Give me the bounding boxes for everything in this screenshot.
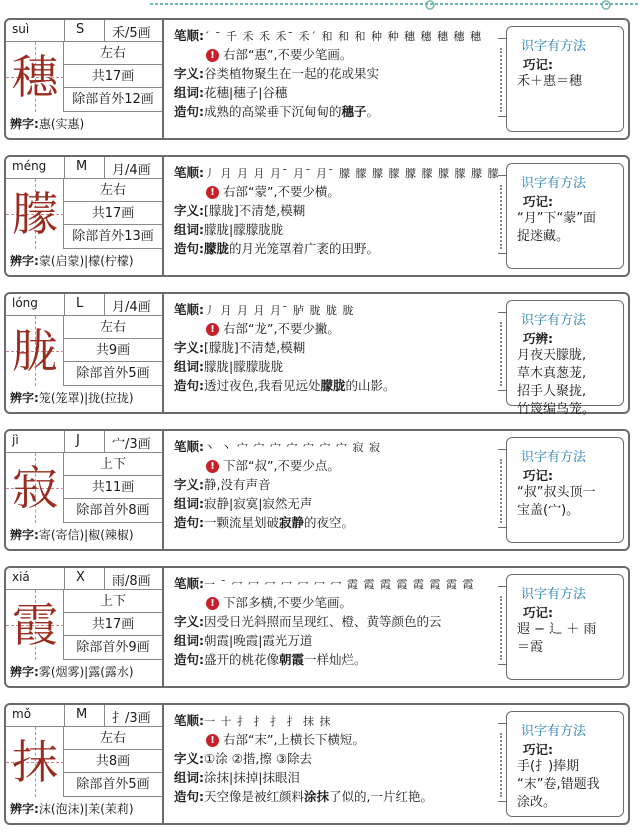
distinguish-text: 雾(烟雾)|露(露水) bbox=[38, 665, 134, 679]
character-details bbox=[166, 568, 498, 686]
memory-tip-panel bbox=[506, 26, 624, 132]
index-letter: M bbox=[76, 159, 88, 174]
character-info-panel bbox=[6, 431, 164, 549]
stroke-count: 共17画 bbox=[64, 202, 162, 225]
distinguish-label: 辨字: bbox=[10, 117, 39, 131]
character-info-panel bbox=[6, 20, 164, 138]
character-grid bbox=[6, 42, 64, 112]
warning-icon: ! bbox=[206, 49, 219, 62]
tip-title: 识字有方法 bbox=[521, 313, 587, 328]
sentence-keyword: 朦胧 bbox=[204, 241, 230, 256]
distinguish-label: 辨字: bbox=[10, 528, 39, 542]
sentence-end: 的月光笼罩着广袤的田野。 bbox=[229, 241, 380, 256]
stroke-count: 共17画 bbox=[64, 613, 162, 636]
words-text: 朦胧|朦朦胧胧 bbox=[204, 222, 284, 237]
sentence-end: 。 bbox=[366, 104, 380, 119]
tip-body bbox=[517, 758, 621, 812]
sentence-end: 一样灿烂。 bbox=[304, 652, 367, 667]
word-examples bbox=[174, 631, 312, 649]
strokes-excluding-radical: 除部首外5画 bbox=[64, 362, 162, 386]
radical-info: 扌/3画 bbox=[112, 711, 151, 726]
sentence-end: 了似的,一片红艳。 bbox=[329, 789, 434, 804]
strokes-excluding-radical: 除部首外13画 bbox=[64, 225, 162, 249]
tip-type: 巧记: bbox=[523, 57, 553, 72]
tip-line: 月夜天朦胧, bbox=[517, 348, 587, 363]
distinguish-label: 辨字: bbox=[10, 391, 39, 405]
index-letter: J bbox=[76, 433, 80, 448]
stroke-order bbox=[174, 437, 381, 455]
main-character: 胧 bbox=[12, 324, 58, 378]
memory-tip-panel bbox=[506, 711, 624, 817]
radical-info: 月/4画 bbox=[112, 300, 151, 315]
meaning bbox=[174, 201, 305, 219]
stroke-order-sequence: 丶 丶 宀 宀 宀 宀 宀 宀 宀 寂 寂 bbox=[204, 441, 381, 454]
stroke-order-sequence: 丿 月 月 月 月ˉ 月ˉ 月ˉ 朦 朦 朦 朦 朦 朦 朦 朦 朦 朦 bbox=[204, 167, 500, 180]
example-sentence bbox=[174, 513, 354, 531]
tip-line: 竹篾编鸟笼。 bbox=[517, 402, 596, 417]
tip-line: “月”下“蒙”面 bbox=[517, 211, 596, 226]
words-label: 组词: bbox=[174, 222, 204, 237]
meaning-text: ①涂 ②揩,擦 ③除去 bbox=[204, 751, 313, 766]
meaning-label: 字义: bbox=[174, 340, 204, 355]
tip-type: 巧记: bbox=[523, 742, 553, 757]
meaning bbox=[174, 749, 312, 767]
index-letter: S bbox=[76, 22, 85, 37]
sentence-label: 造句: bbox=[174, 515, 204, 530]
words-label: 组词: bbox=[174, 496, 204, 511]
radical-info: 禾/5画 bbox=[112, 26, 151, 41]
character-grid bbox=[6, 453, 64, 523]
distinguish-text: 寄(寄信)|椒(辣椒) bbox=[38, 528, 134, 542]
memory-tip-panel bbox=[506, 163, 624, 269]
warning-text: 右部“惠”,不要少笔画。 bbox=[223, 47, 353, 62]
stroke-order-label: 笔顺: bbox=[174, 302, 204, 317]
character-card bbox=[4, 292, 630, 417]
distinguish-characters bbox=[10, 800, 134, 817]
stroke-order-label: 笔顺: bbox=[174, 713, 204, 728]
example-sentence bbox=[174, 650, 367, 668]
warning-icon: ! bbox=[206, 734, 219, 747]
character-info-panel bbox=[6, 294, 164, 412]
character-details bbox=[166, 157, 498, 275]
structure: 左右 bbox=[64, 316, 162, 339]
stroke-order bbox=[174, 163, 499, 181]
distinguish-characters bbox=[10, 252, 134, 269]
stroke-order bbox=[174, 26, 482, 44]
stroke-count: 共8画 bbox=[64, 750, 162, 773]
tip-body bbox=[517, 73, 621, 91]
tip-line: 遐 − 辶 ＋ 雨 bbox=[517, 622, 597, 637]
words-label: 组词: bbox=[174, 85, 204, 100]
structure: 左右 bbox=[64, 727, 162, 750]
distinguish-text: 笼(笼罩)|拢(拉拢) bbox=[38, 391, 134, 405]
index-letter: L bbox=[76, 296, 84, 311]
sentence-label: 造句: bbox=[174, 378, 204, 393]
meaning-text: 因受日光斜照而呈现红、橙、黄等颜色的云 bbox=[204, 614, 442, 629]
distinguish-characters bbox=[10, 663, 134, 680]
distinguish-text: 惠(实惠) bbox=[38, 117, 85, 131]
radical-info: 宀/3画 bbox=[112, 437, 151, 452]
example-sentence bbox=[174, 787, 433, 805]
warning-text: 右部“末”,上横长下横短。 bbox=[223, 732, 365, 747]
sentence-label: 造句: bbox=[174, 789, 204, 804]
sentence-keyword: 朝霞 bbox=[279, 652, 305, 667]
tip-body bbox=[517, 210, 621, 246]
top-decoration bbox=[0, 0, 640, 14]
memory-tip-panel bbox=[506, 437, 624, 543]
stroke-count: 共11画 bbox=[64, 476, 162, 499]
tip-line: “叔”叔头顶一 bbox=[517, 485, 596, 500]
stroke-order-label: 笔顺: bbox=[174, 439, 204, 454]
stroke-order-sequence: 一 十 扌 扌 扌 扌 抹 抹 bbox=[204, 715, 332, 728]
sentence-start: 盛开的桃花像 bbox=[204, 652, 280, 667]
words-text: 涂抹|抹掉|抹眼泪 bbox=[204, 770, 300, 785]
distinguish-label: 辨字: bbox=[10, 254, 39, 268]
words-text: 朦胧|朦朦胧胧 bbox=[204, 359, 284, 374]
sentence-label: 造句: bbox=[174, 104, 204, 119]
tip-title: 识字有方法 bbox=[521, 587, 587, 602]
tip-body bbox=[517, 621, 621, 657]
meaning-text: [朦胧]不清楚,模糊 bbox=[204, 203, 306, 218]
tip-line: ＝霞 bbox=[517, 640, 544, 655]
character-grid bbox=[6, 727, 64, 797]
example-sentence bbox=[174, 102, 379, 120]
stroke-order-label: 笔顺: bbox=[174, 576, 204, 591]
tip-title: 识字有方法 bbox=[521, 450, 587, 465]
memory-tip-panel bbox=[506, 300, 624, 417]
sentence-end: 的山影。 bbox=[345, 378, 396, 393]
sentence-keyword: 穗子 bbox=[341, 104, 367, 119]
sentence-keyword: 涂抹 bbox=[304, 789, 330, 804]
character-card bbox=[4, 566, 630, 688]
words-text: 寂静|寂寞|寂然无声 bbox=[204, 496, 313, 511]
main-character: 穗 bbox=[12, 50, 58, 104]
tip-body bbox=[517, 347, 621, 419]
writing-warning bbox=[206, 730, 365, 748]
memory-tip-panel bbox=[506, 574, 624, 680]
stroke-count: 共9画 bbox=[64, 339, 162, 362]
structure: 左右 bbox=[64, 42, 162, 65]
character-info-panel bbox=[6, 568, 164, 686]
example-sentence bbox=[174, 376, 396, 394]
character-card bbox=[4, 18, 630, 140]
character-card bbox=[4, 703, 630, 825]
tip-title: 识字有方法 bbox=[521, 724, 587, 739]
pinyin: méng bbox=[12, 159, 47, 173]
character-card bbox=[4, 155, 630, 277]
character-grid bbox=[6, 590, 64, 660]
tip-type: 巧辨: bbox=[523, 331, 553, 346]
meaning-label: 字义: bbox=[174, 477, 204, 492]
index-letter: X bbox=[76, 570, 85, 585]
meaning-text: 静,没有声音 bbox=[204, 477, 271, 492]
warning-icon: ! bbox=[206, 323, 219, 336]
sentence-label: 造句: bbox=[174, 241, 204, 256]
distinguish-characters bbox=[10, 389, 134, 406]
writing-warning bbox=[206, 456, 340, 474]
distinguish-text: 蒙(启蒙)|檬(柠檬) bbox=[38, 254, 134, 268]
distinguish-characters bbox=[10, 526, 134, 543]
radical-info: 雨/8画 bbox=[112, 574, 151, 589]
structure: 上下 bbox=[64, 590, 162, 613]
sentence-start: 天空像是被红颜料 bbox=[204, 789, 305, 804]
main-character: 抹 bbox=[12, 735, 58, 789]
strokes-excluding-radical: 除部首外5画 bbox=[64, 773, 162, 797]
word-examples bbox=[174, 494, 312, 512]
stroke-order-label: 笔顺: bbox=[174, 28, 204, 43]
pinyin: lóng bbox=[12, 296, 38, 310]
words-label: 组词: bbox=[174, 633, 204, 648]
character-details bbox=[166, 431, 498, 549]
meaning-text: [朦胧]不清楚,模糊 bbox=[204, 340, 306, 355]
character-card bbox=[4, 429, 630, 551]
strokes-excluding-radical: 除部首外8画 bbox=[64, 499, 162, 523]
stroke-order-label: 笔顺: bbox=[174, 165, 204, 180]
warning-text: 右部“龙”,不要少撇。 bbox=[223, 321, 340, 336]
tip-line: 涂改。 bbox=[517, 795, 557, 810]
radical-info: 月/4画 bbox=[112, 163, 151, 178]
tip-type: 巧记: bbox=[523, 605, 553, 620]
tip-line: 草木真葱茏, bbox=[517, 366, 587, 381]
distinguish-characters bbox=[10, 115, 84, 132]
character-info-panel bbox=[6, 705, 164, 823]
stroke-order-sequence: 丿 月 月 月 月ˉ 胪 胧 胧 胧 bbox=[204, 304, 355, 317]
meaning-label: 字义: bbox=[174, 66, 204, 81]
stroke-order bbox=[174, 711, 331, 729]
meaning-label: 字义: bbox=[174, 614, 204, 629]
tip-line: “末”卷,错题我 bbox=[517, 777, 600, 792]
tip-line: 禾＋惠＝穗 bbox=[517, 74, 583, 89]
word-examples bbox=[174, 768, 300, 786]
meaning-label: 字义: bbox=[174, 751, 204, 766]
warning-icon: ! bbox=[206, 597, 219, 610]
tip-title: 识字有方法 bbox=[521, 39, 587, 54]
distinguish-label: 辨字: bbox=[10, 802, 39, 816]
distinguish-text: 沫(泡沫)|茉(茉莉) bbox=[38, 802, 134, 816]
writing-warning bbox=[206, 182, 340, 200]
pinyin: suì bbox=[12, 22, 30, 36]
warning-text: 下部“叔”,不要少点。 bbox=[223, 458, 340, 473]
sentence-label: 造句: bbox=[174, 652, 204, 667]
sentence-start: 成熟的高粱垂下沉甸甸的 bbox=[204, 104, 342, 119]
writing-warning bbox=[206, 593, 352, 611]
tip-line: 招手人聚拢, bbox=[517, 384, 587, 399]
example-sentence bbox=[174, 239, 379, 257]
meaning bbox=[174, 64, 379, 82]
distinguish-label: 辨字: bbox=[10, 665, 39, 679]
sentence-start: 一颗流星划破 bbox=[204, 515, 280, 530]
tip-line: 手(扌)捧期 bbox=[517, 759, 580, 774]
warning-icon: ! bbox=[206, 186, 219, 199]
stroke-order bbox=[174, 300, 354, 318]
character-details bbox=[166, 705, 498, 823]
structure: 上下 bbox=[64, 453, 162, 476]
tip-title: 识字有方法 bbox=[521, 176, 587, 191]
character-grid bbox=[6, 179, 64, 249]
word-examples bbox=[174, 357, 283, 375]
warning-text: 右部“蒙”,不要少横。 bbox=[223, 184, 340, 199]
meaning bbox=[174, 475, 270, 493]
strokes-excluding-radical: 除部首外12画 bbox=[64, 88, 162, 112]
tip-body bbox=[517, 484, 621, 520]
writing-warning bbox=[206, 319, 340, 337]
words-text: 花穗|穗子|谷穗 bbox=[204, 85, 288, 100]
main-character: 寂 bbox=[12, 461, 58, 515]
warning-text: 下部多横,不要少笔画。 bbox=[223, 595, 352, 610]
stroke-order-sequence: ´ ˉ 千 禾 禾 禾ˉ 禾ˊ 和 和 和 种 种 穗 穗 穗 穗 穗 bbox=[204, 30, 482, 43]
pinyin: jì bbox=[12, 433, 19, 447]
writing-warning bbox=[206, 45, 352, 63]
character-grid bbox=[6, 316, 64, 386]
word-examples bbox=[174, 83, 287, 101]
words-label: 组词: bbox=[174, 359, 204, 374]
stroke-order bbox=[174, 574, 474, 592]
words-label: 组词: bbox=[174, 770, 204, 785]
stroke-count: 共17画 bbox=[64, 65, 162, 88]
tip-type: 巧记: bbox=[523, 468, 553, 483]
pinyin: mǒ bbox=[12, 707, 32, 721]
strokes-excluding-radical: 除部首外9画 bbox=[64, 636, 162, 660]
words-text: 朝霞|晚霞|霞光万道 bbox=[204, 633, 313, 648]
stroke-order-sequence: 一 ˉ 冖 冖 冖 冖 冖 冖 冖 霞 霞 霞 霞 霞 霞 霞 霞 bbox=[204, 578, 475, 591]
meaning-text: 谷类植物聚生在一起的花或果实 bbox=[204, 66, 380, 81]
word-examples bbox=[174, 220, 283, 238]
sentence-start: 透过夜色,我看见远处 bbox=[204, 378, 321, 393]
tip-line: 捉迷藏。 bbox=[517, 229, 570, 244]
main-character: 霞 bbox=[12, 598, 58, 652]
character-info-panel bbox=[6, 157, 164, 275]
sentence-end: 的夜空。 bbox=[304, 515, 355, 530]
index-letter: M bbox=[76, 707, 88, 722]
structure: 左右 bbox=[64, 179, 162, 202]
character-details bbox=[166, 294, 498, 412]
sentence-keyword: 寂静 bbox=[279, 515, 305, 530]
sentence-keyword: 朦胧 bbox=[320, 378, 346, 393]
pinyin: xiá bbox=[12, 570, 30, 584]
meaning bbox=[174, 612, 442, 630]
meaning-label: 字义: bbox=[174, 203, 204, 218]
tip-line: 宝盖(宀)。 bbox=[517, 503, 580, 518]
warning-icon: ! bbox=[206, 460, 219, 473]
character-details bbox=[166, 20, 498, 138]
tip-type: 巧记: bbox=[523, 194, 553, 209]
main-character: 朦 bbox=[12, 187, 58, 241]
meaning bbox=[174, 338, 305, 356]
